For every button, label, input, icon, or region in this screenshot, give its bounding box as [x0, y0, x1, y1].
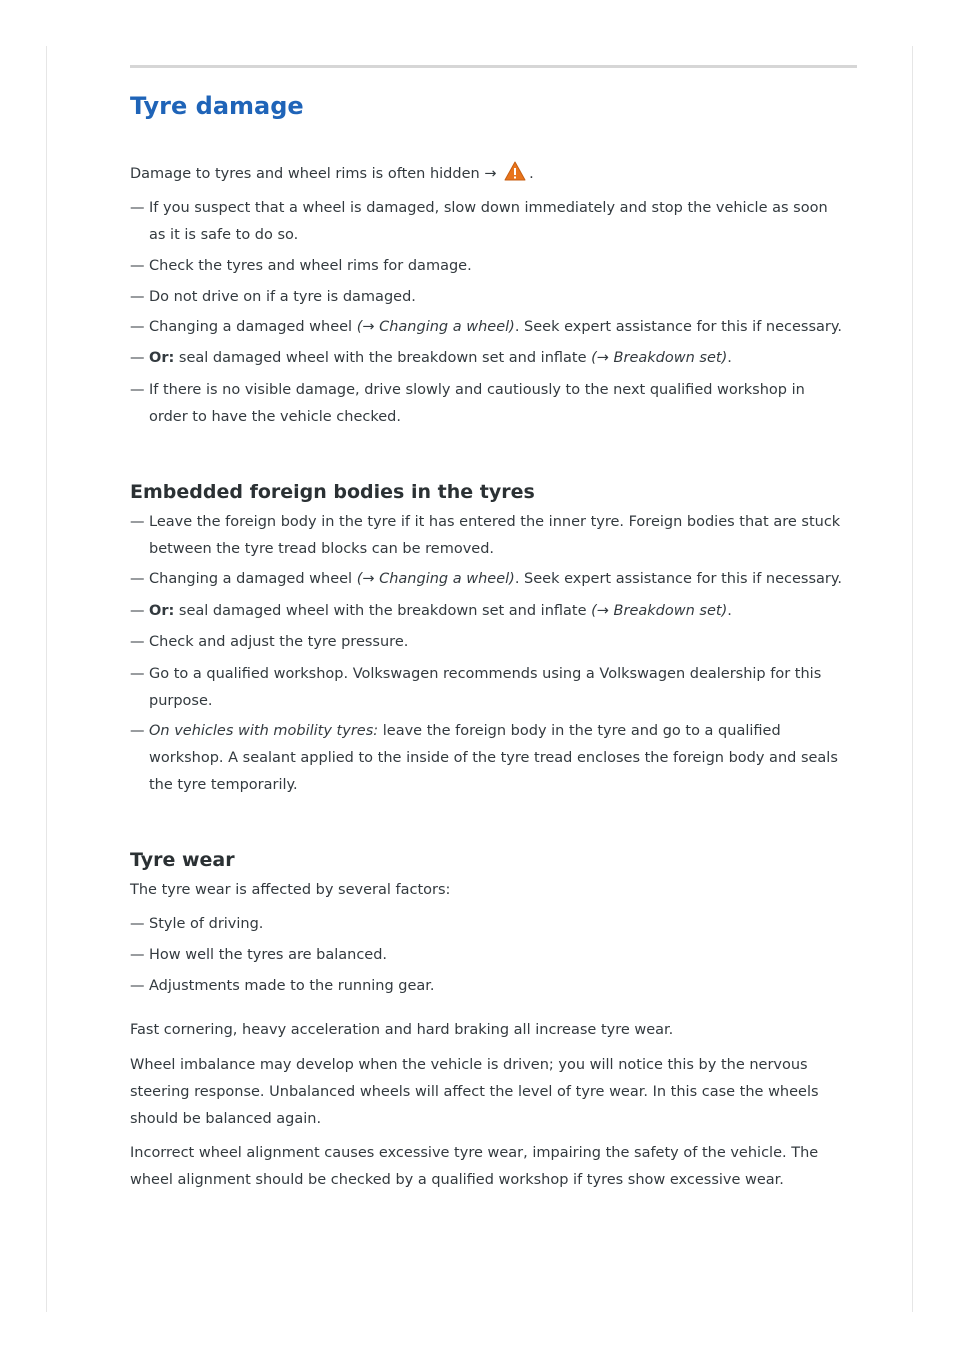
list-item: — Check the tyres and wheel rims for damage.: [130, 258, 472, 274]
top-divider: [130, 65, 857, 68]
list-item: — Changing a damaged wheel (→ Changing a wheel). Seek expert assistance for this if necessary.: [130, 319, 842, 335]
list-item: — Check and adjust the tyre pressure.: [130, 634, 409, 650]
list-item: — How well the tyres are balanced.: [130, 947, 388, 963]
changing-wheel-link[interactable]: (→ Changing a wheel): [356, 319, 515, 335]
list-item: — Leave the foreign body in the tyre if it has entered the inner tyre. Foreign bodies that are stuck between the tyre tread blocks can be removed.: [130, 514, 841, 557]
list-item: — Style of driving.: [130, 916, 264, 932]
arrow-right-icon: →: [484, 166, 497, 182]
list-item: — On vehicles with mobility tyres: leave the foreign body in the tyre and go to a qualified workshop. A sealant applied to the inside of the tyre tread encloses the foreign body and seals the tyre temporarily.: [130, 723, 838, 793]
list-item: — If you suspect that a wheel is damaged, slow down immediately and stop the vehicle as soon as it is safe to do so.: [130, 200, 828, 243]
list-item: — Or: seal damaged wheel with the breakdown set and inflate (→ Breakdown set).: [130, 603, 732, 619]
tyre-damage-heading: Tyre damage: [130, 92, 304, 120]
tyre-damage-intro: Damage to tyres and wheel rims is often hidden → .: [130, 161, 534, 188]
tyre-wear-paragraph: Incorrect wheel alignment causes excessive tyre wear, impairing the safety of the vehicle. The wheel alignment should be checked by a qualified workshop if tyres show excessive wear.: [130, 1145, 819, 1188]
warning-triangle-icon[interactable]: [504, 161, 526, 181]
list-item: — If there is no visible damage, drive slowly and cautiously to the next qualified workshop in order to have the vehicle checked.: [130, 382, 805, 425]
right-margin-rule: [912, 46, 913, 1312]
list-item: — Do not drive on if a tyre is damaged.: [130, 289, 416, 305]
changing-wheel-link[interactable]: (→ Changing a wheel): [356, 571, 515, 587]
list-item: — Go to a qualified workshop. Volkswagen recommends using a Volkswagen dealership for this purpose.: [130, 666, 822, 709]
breakdown-set-link[interactable]: (→ Breakdown set): [591, 603, 728, 619]
tyre-wear-intro: The tyre wear is affected by several factors:: [130, 882, 451, 898]
list-item: — Or: seal damaged wheel with the breakdown set and inflate (→ Breakdown set).: [130, 350, 732, 366]
tyre-wear-heading: Tyre wear: [130, 849, 235, 871]
list-item: — Adjustments made to the running gear.: [130, 978, 435, 994]
foreign-bodies-heading: Embedded foreign bodies in the tyres: [130, 481, 535, 503]
left-margin-rule: [46, 46, 47, 1312]
tyre-wear-paragraph: Fast cornering, heavy acceleration and hard braking all increase tyre wear.: [130, 1022, 674, 1038]
list-item: — Changing a damaged wheel (→ Changing a wheel). Seek expert assistance for this if necessary.: [130, 571, 842, 587]
tyre-wear-paragraph: Wheel imbalance may develop when the vehicle is driven; you will notice this by the nervous steering response. Unbalanced wheels will affect the level of tyre wear. In this case the wheels should be balanced again.: [130, 1057, 819, 1127]
breakdown-set-link[interactable]: (→ Breakdown set): [591, 350, 728, 366]
